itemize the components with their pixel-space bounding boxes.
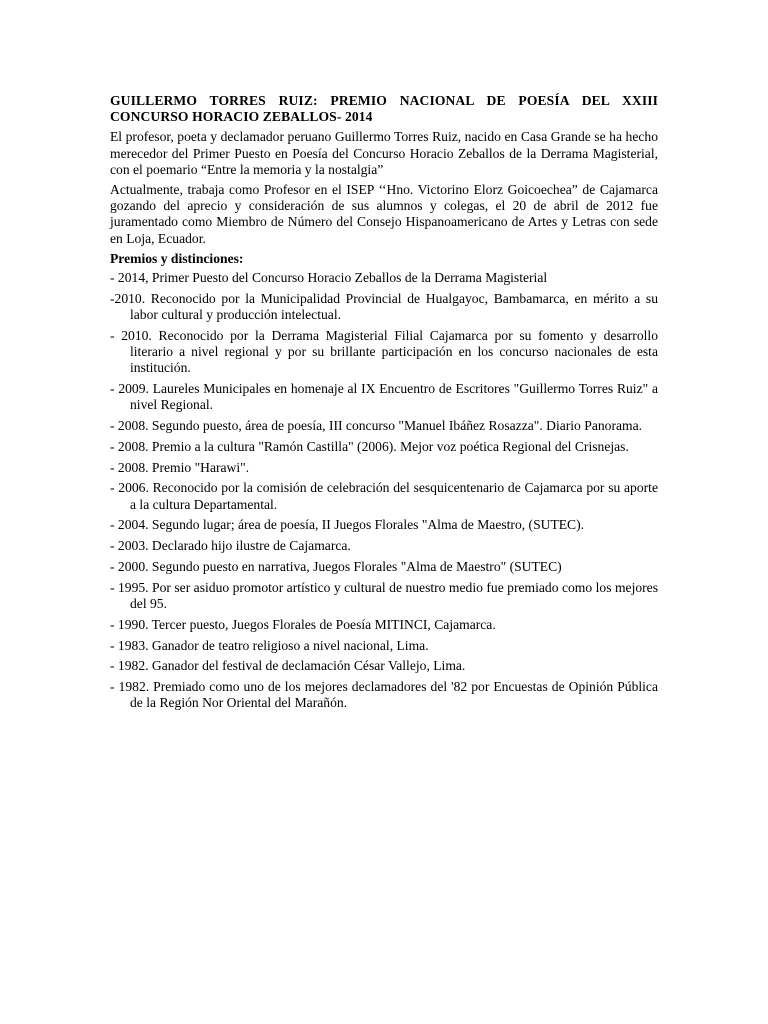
- award-item: - 2008. Premio "Harawi".: [110, 459, 250, 475]
- award-item: - 1983. Ganador de teatro religioso a nivel nacional, Lima.: [110, 637, 429, 653]
- award-item: - 2003. Declarado hijo ilustre de Cajamarca.: [110, 538, 351, 554]
- document-title: GUILLERMO TORRES RUIZ: PREMIO NACIONAL DE POESÍA DEL XXIII CONCURSO HORACIO ZEBALLOS- 2014: [110, 93, 658, 125]
- award-item: - 2014, Primer Puesto del Concurso Horacio Zeballos de la Derrama Magisterial: [110, 270, 548, 286]
- awards-list: [110, 270, 658, 712]
- document-body: [110, 93, 658, 716]
- award-item: - 2004. Segundo lugar; área de poesía, II Juegos Florales "Alma de Maestro, (SUTEC).: [110, 517, 585, 533]
- awards-heading: Premios y distinciones:: [110, 250, 244, 266]
- award-item: - 1995. Por ser asiduo promotor artístico y cultural de nuestro medio fue premiado como los mejores del 95.: [110, 579, 658, 612]
- award-item: -2010. Reconocido por la Municipalidad Provincial de Hualgayoc, Bambamarca, en mérito a su labor cultural y producción intelectual.: [110, 290, 658, 323]
- award-item: - 2010. Reconocido por la Derrama Magisterial Filial Cajamarca por su fomento y desarrollo literario a nivel regional y por su brillante participación en los concurso nacionales de esta institución.: [110, 327, 658, 376]
- award-item: - 1982. Ganador del festival de declamación César Vallejo, Lima.: [110, 658, 466, 674]
- award-item: - 1982. Premiado como uno de los mejores declamadores del '82 por Encuestas de Opinión Pública de la Región Nor Oriental del Marañón.: [110, 679, 658, 711]
- award-item: - 2009. Laureles Municipales en homenaje al IX Encuentro de Escritores "Guillermo Torres Ruiz" a nivel Regional.: [110, 381, 658, 413]
- current-work-paragraph: Actualmente, trabaja como Profesor en el ISEP ‘‘Hno. Victorino Elorz Goicoechea” de Cajamarca gozando del aprecio y consideración de sus alumnos y colegas, el 20 de abril de 2012 fue juramentado como Miembro de Número del Consejo Hispanoamericano de Artes y Letras con sede en Loja, Ecuador.: [110, 182, 658, 246]
- award-item: - 1990. Tercer puesto, Juegos Florales de Poesía MITINCI, Cajamarca.: [110, 616, 496, 632]
- award-item: - 2008. Premio a la cultura "Ramón Castilla" (2006). Mejor voz poética Regional del Crisnejas.: [110, 438, 629, 454]
- award-item: - 2008. Segundo puesto, área de poesía, III concurso "Manuel Ibáñez Rosazza". Diario Panorama.: [110, 418, 643, 434]
- intro-paragraph: El profesor, poeta y declamador peruano Guillermo Torres Ruiz, nacido en Casa Grande se ha hecho merecedor del Primer Puesto en Poesía del Concurso Horacio Zeballos de la Derrama Magisterial, con el poemario “Entre la memoria y la nostalgia”: [110, 129, 658, 177]
- award-item: - 2000. Segundo puesto en narrativa, Juegos Florales "Alma de Maestro" (SUTEC): [110, 559, 562, 575]
- award-item: - 2006. Reconocido por la comisión de celebración del sesquicentenario de Cajamarca por su aporte a la cultura Departamental.: [110, 480, 658, 512]
